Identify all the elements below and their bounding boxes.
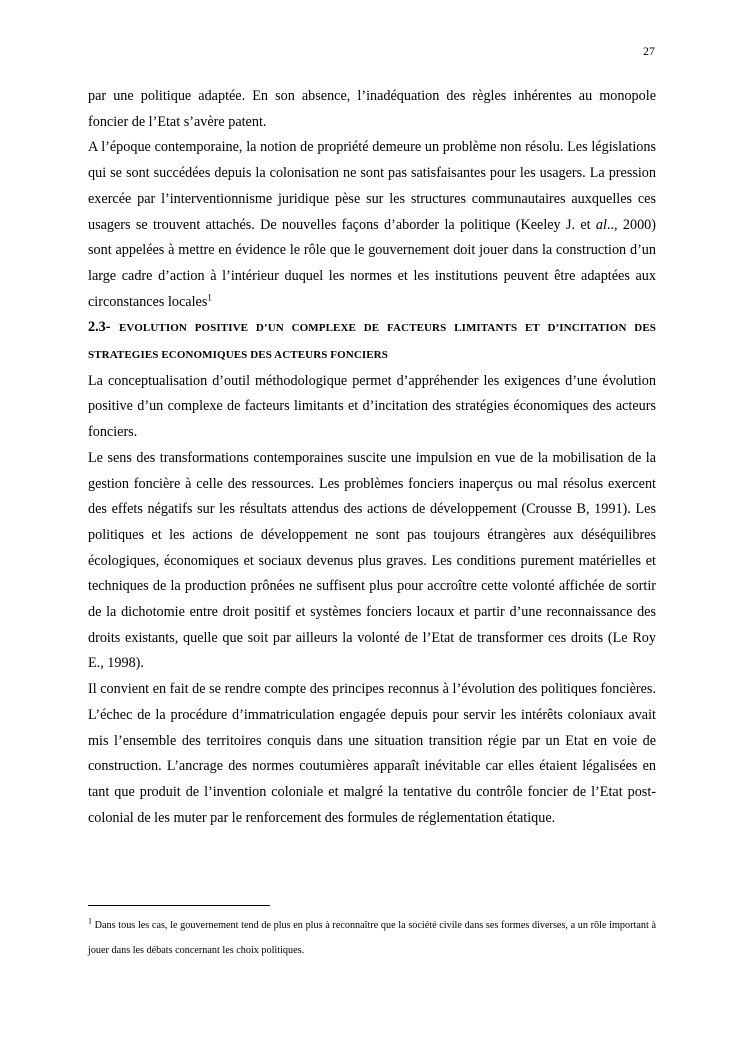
section-paragraph-3: Il convient en fait de se rendre compte des principes reconnus à l’évolution des politiques foncières. L’échec de la procédure d’immatriculation engagée depuis pour servir les intérêts coloniaux avait mis l’ensemble des territoires conquis dans une situation transition régie par un Etat en voie de construction. L’ancrage des normes coutumières apparaît inévitable car elles étaient légalisées en tant que produit de l’invention coloniale et malgré la tentative du contrôle foncier de l’Etat post-colonial de les muter par le renforcement des formules de réglementation étatique. [88,681,656,826]
section-heading [88,315,656,368]
footnote-reference[interactable]: 1 [207,291,212,302]
footnote-text: Dans tous les cas, le gouvernement tend de plus en plus à reconnaître que la société civile dans ses formes diverses, a un rôle important à jouer dans les débats concernant les choix politiques. [88,920,656,956]
section-number: 2.3- [88,319,111,336]
footnote [88,913,656,963]
paragraph-contemporary-text-b: .., 2000) sont appelées à mettre en évidence le rôle que le gouvernement doit jouer dans la construction d’un large cadre d’action à l’intérieur duquel les normes et les institutions peuvent être adaptées aux circonstances locales [88,216,656,310]
section-paragraph-1: La conceptualisation d’outil méthodologique permet d’appréhender les exigences d’une évolution positive d’un complexe de facteurs limitants et d’incitation des stratégies économiques des acteurs fonciers. [88,372,656,441]
page-number: 27 [643,44,655,58]
paragraph-contemporary [88,135,656,315]
body-text [88,84,656,831]
footnote-separator [88,905,270,906]
paragraph-contemporary-text-a: A l’époque contemporaine, la notion de propriété demeure un problème non résolu. Les législations qui se sont succédées depuis la colonisation ne sont pas satisfaisantes pour les usagers. La pression exercée par l’interventionnisme juridique pèse sur les structures communautaires auxquelles ces usagers se trouvent attachés. De nouvelles façons d’aborder la politique (Keeley J. et [88,139,656,233]
section-paragraph-2: Le sens des transformations contemporaines suscite une impulsion en vue de la mobilisation de la gestion foncière à celle des ressources. Les problèmes fonciers inaperçus ou mal résolus exercent des effets négatifs sur les résultats attendus des actions de développement (Crousse B, 1991). Les politiques et les actions de développement ne sont pas toujours étrangères aux déséquilibres écologiques, économiques et sociaux devenus plus graves. Les conditions purement matérielles et techniques de la production prônées ne suffisent plus pour accroître cette volonté affichée de sortir de la dichotomie entre droit positif et systèmes fonciers locaux et partir d’une reconnaissance des droits existants, quelle que soit par ailleurs la volonté de l’Etat de transformer ces droits (Le Roy E., 1998). [88,449,656,672]
section-title: EVOLUTION POSITIVE D’UN COMPLEXE DE FACTEURS LIMITANTS ET D’INCITATION DES STRATEGIES ECONOMIQUES DES ACTEURS FONCIERS [88,322,656,362]
citation-italic: al [595,216,607,233]
footnote-mark: 1 [88,916,92,926]
paragraph-intro: par une politique adaptée. En son absence, l’inadéquation des règles inhérentes au monopole foncier de l’Etat s’avère patent. [88,88,656,130]
